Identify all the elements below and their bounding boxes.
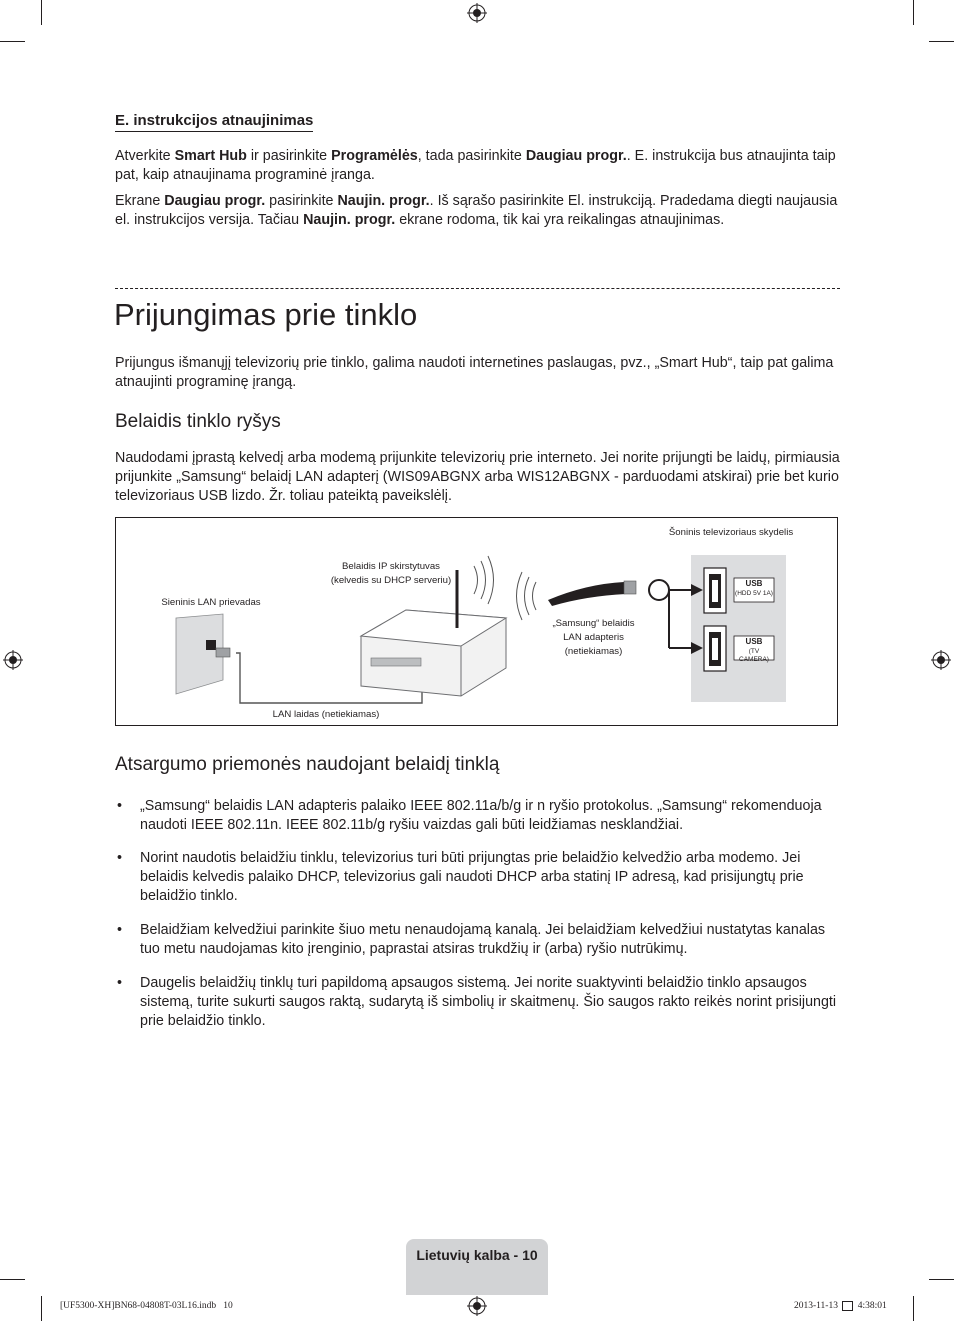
footer-file-name: [UF5300-XH]BN68-04808T-03L16.indb 10 xyxy=(60,1301,233,1311)
wall-lan-port-icon xyxy=(206,640,216,650)
router-label-line1: Belaidis IP skirstytuvas xyxy=(342,561,440,572)
usb2-sub-label: (TV CAMERA) xyxy=(739,648,769,663)
page-title: Prijungimas prie tinklo xyxy=(114,297,418,332)
list-item-text: Daugelis belaidžių tinklų turi papildomą apsaugos sistemą. Jei norite suaktyvinti belaidžio tinklo apsaugos sistemą, turite sukurti saugos raktą, sudarytą iš simbolių ir skaitmenų. Šio saugos rakto reikės norint prisijungti prie belaidžio tinklo. xyxy=(140,975,837,1029)
adapter-label-line3: (netiekiamas) xyxy=(564,646,623,657)
bullet-icon: • xyxy=(117,975,123,991)
usb2-label: USB xyxy=(745,637,763,646)
bullet-icon: • xyxy=(117,798,123,814)
network-diagram-art xyxy=(116,518,837,725)
adapter-label-line2: LAN adapteris xyxy=(563,632,624,643)
wireless-heading: Belaidis tinklo ryšys xyxy=(115,411,281,432)
network-diagram xyxy=(115,517,838,726)
adapter-label-line1: „Samsung“ belaidis xyxy=(552,618,635,629)
bullet-icon: • xyxy=(117,850,123,866)
router-ports xyxy=(371,658,421,666)
crop-mark xyxy=(929,41,954,42)
registration-mark-icon xyxy=(931,650,951,670)
lan-adapter-icon xyxy=(548,582,626,606)
registration-mark-icon xyxy=(3,650,23,670)
crop-mark xyxy=(0,41,25,42)
crop-mark xyxy=(913,1296,914,1321)
wireless-paragraph: Naudodami įprastą kelvedį arba modemą prijunkite televizorių prie interneto. Jei norite prijungti be laidų, pirmiausia prijunkite „Samsung“ belaidį LAN adapterį (WIS09ABGNX arba WIS12ABGNX - parduodami atskirai) prie bet kurio televizoriaus USB lizdo. Žr. toliau pateiktą paveikslėlį. xyxy=(115,450,840,504)
usb-extension-icon xyxy=(649,580,669,600)
usb1-sub-label: (HDD 5V 1A) xyxy=(735,590,773,597)
footer-time-value: 4:38:01 xyxy=(857,1301,887,1311)
panel-label: Šoninis televizoriaus skydelis xyxy=(668,527,794,538)
precautions-heading: Atsargumo priemonės naudojant belaidį tinklą xyxy=(115,754,500,775)
intro-paragraph: Prijungus išmanųjį televizorių prie tinklo, galima naudoti internetines paslaugas, pvz., „Smart Hub“, taip pat galima atnaujinti programinę įrangą. xyxy=(115,355,834,390)
list-item-text: „Samsung“ belaidis LAN adapteris palaiko IEEE 802.11a/b/g ir n ryšio protokolus. „Samsung“ rekomenduoja naudoti IEEE 802.11n. IEEE 802.11b/g ryšiu vaizdas gali būti leidžiamas nesklandžiai. xyxy=(140,798,822,833)
lan-plug-icon xyxy=(216,648,230,657)
section-e-paragraph-1: Atverkite Smart Hub ir pasirinkite Programėlės, tada pasirinkite Daugiau progr.. E. instrukcija bus atnaujinta taip pat, kaip atnaujinama programinė įranga. xyxy=(115,148,836,183)
router-label-line2: (kelvedis su DHCP serveriu) xyxy=(330,575,452,586)
cable-label: LAN laidas (netiekiamas) xyxy=(272,709,380,720)
list-item-text: Norint naudotis belaidžiu tinklu, televizorius turi būti prijungtas prie belaidžio kelvedžio arba modemo. Jei belaidis kelvedis palaiko DHCP, televizorius gali naudoti DHCP arba statinį IP adresą, kad prisijungtų prie belaidžio tinklo. xyxy=(140,850,804,904)
crop-mark xyxy=(0,1279,25,1280)
section-e-heading: E. instrukcijos atnaujinimas xyxy=(115,112,313,132)
section-e-paragraph-2: Ekrane Daugiau progr. pasirinkite Naujin. progr.. Iš sąrašo pasirinkite El. instrukciją. Pradedama diegti naujausia el. instrukcijos versija. Tačiau Naujin. progr. ekrane rodoma, tik kai yra reikalingas atnaujinimas. xyxy=(115,193,838,228)
crop-mark xyxy=(929,1279,954,1280)
signal-wave-icon xyxy=(533,582,537,610)
footer-date-value: 2013-11-13 xyxy=(794,1301,838,1311)
section-divider xyxy=(115,288,840,289)
wall-port-label: Sieninis LAN prievadas xyxy=(161,597,261,608)
crop-mark xyxy=(913,0,914,25)
registration-mark-icon xyxy=(467,1296,487,1316)
bullet-icon: • xyxy=(117,922,123,938)
crop-mark xyxy=(41,1296,42,1321)
crop-mark xyxy=(41,0,42,25)
registration-mark-icon xyxy=(467,3,487,23)
footer-date xyxy=(794,1300,887,1312)
page-number-label: Lietuvių kalba - 10 xyxy=(416,1247,538,1263)
list-item-text: Belaidžiam kelvedžiui parinkite šiuo metu nenaudojamą kanalą. Jei belaidžiam kelvedžiui nustatytas kanalas tuo metu naudojamas kito įrenginio, paprastai atsiras trukdžių ir (arba) ryšio nutrūkimų. xyxy=(140,922,826,957)
glyph-box-icon xyxy=(842,1301,853,1311)
usb1-label: USB xyxy=(745,579,763,588)
